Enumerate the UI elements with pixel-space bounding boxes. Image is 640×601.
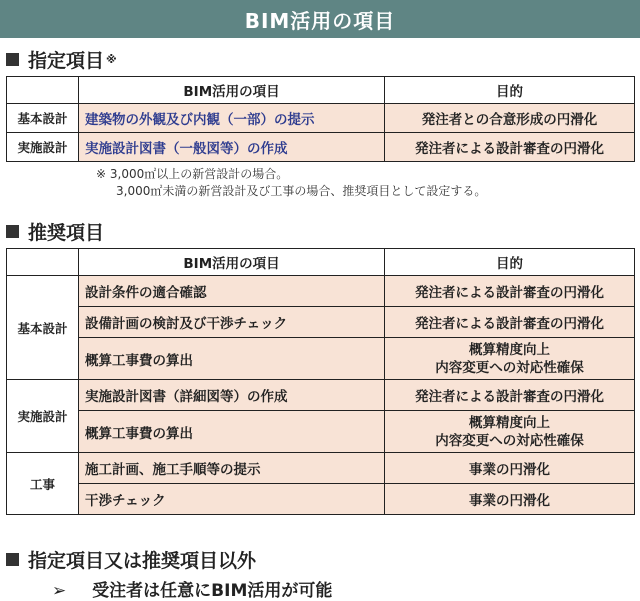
purpose-cell: 発注者による設計審査の円滑化 [385, 307, 635, 338]
table-row [7, 453, 635, 484]
purpose-cell: 概算精度向上 内容変更への対応性確保 [385, 411, 635, 453]
page-banner [0, 0, 640, 38]
table-row [7, 484, 635, 515]
footnote [96, 166, 486, 200]
other-bullet [52, 576, 332, 601]
item-cell: 実施設計図書（詳細図等）の作成 [79, 380, 385, 411]
square-bullet-icon [6, 225, 19, 238]
phase-label: 工事 [7, 453, 79, 515]
other-bullet-text: 受注者は任意にBIM活用が可能 [92, 581, 333, 601]
table-row [7, 380, 635, 411]
header-blank [7, 249, 79, 276]
banner-title: BIM活用の項目 [244, 8, 396, 33]
arrow-bullet-icon: ➢ [52, 581, 67, 601]
recommended-header-row [7, 249, 635, 276]
item-cell: 設計条件の適合確認 [79, 276, 385, 307]
item-cell: 建築物の外観及び内観（一部）の提示 [79, 104, 385, 133]
table-row [7, 133, 635, 162]
other-section-title [6, 546, 256, 573]
purpose-cell: 事業の円滑化 [385, 484, 635, 515]
table-row [7, 104, 635, 133]
purpose-cell: 発注者による設計審査の円滑化 [385, 276, 635, 307]
phase-label: 実施設計 [7, 133, 79, 162]
header-item: BIM活用の項目 [79, 77, 385, 104]
item-cell: 設備計画の検討及び干渉チェック [79, 307, 385, 338]
square-bullet-icon [6, 53, 19, 66]
purpose-cell: 事業の円滑化 [385, 453, 635, 484]
recommended-section-title [6, 218, 104, 245]
item-cell: 実施設計図書（一般図等）の作成 [79, 133, 385, 162]
recommended-heading: 推奨項目 [28, 222, 105, 244]
header-item: BIM活用の項目 [79, 249, 385, 276]
header-purpose: 目的 [385, 77, 635, 104]
item-cell: 干渉チェック [79, 484, 385, 515]
designated-header-row [7, 77, 635, 104]
item-cell: 施工計画、施工手順等の提示 [79, 453, 385, 484]
designated-section-title [6, 46, 117, 73]
designated-table [6, 76, 635, 162]
recommended-table [6, 248, 635, 515]
table-row [7, 338, 635, 380]
table-row [7, 276, 635, 307]
footnote-mark: ※ [106, 53, 117, 66]
purpose-cell: 発注者による設計審査の円滑化 [385, 133, 635, 162]
footnote-line-2: 3,000㎡未満の新営設計及び工事の場合、推奨項目として設定する。 [116, 184, 487, 198]
purpose-cell: 発注者による設計審査の円滑化 [385, 380, 635, 411]
table-row [7, 411, 635, 453]
header-purpose: 目的 [385, 249, 635, 276]
item-cell: 概算工事費の算出 [79, 338, 385, 380]
header-blank [7, 77, 79, 104]
table-row [7, 307, 635, 338]
purpose-cell: 発注者との合意形成の円滑化 [385, 104, 635, 133]
phase-label: 基本設計 [7, 276, 79, 380]
item-cell: 概算工事費の算出 [79, 411, 385, 453]
footnote-line-1: ※ 3,000㎡以上の新営設計の場合。 [96, 167, 289, 181]
phase-label: 実施設計 [7, 380, 79, 453]
designated-heading: 指定項目 [28, 50, 105, 72]
square-bullet-icon [6, 553, 19, 566]
other-heading: 指定項目又は推奨項目以外 [28, 550, 257, 572]
phase-label: 基本設計 [7, 104, 79, 133]
purpose-cell: 概算精度向上 内容変更への対応性確保 [385, 338, 635, 380]
